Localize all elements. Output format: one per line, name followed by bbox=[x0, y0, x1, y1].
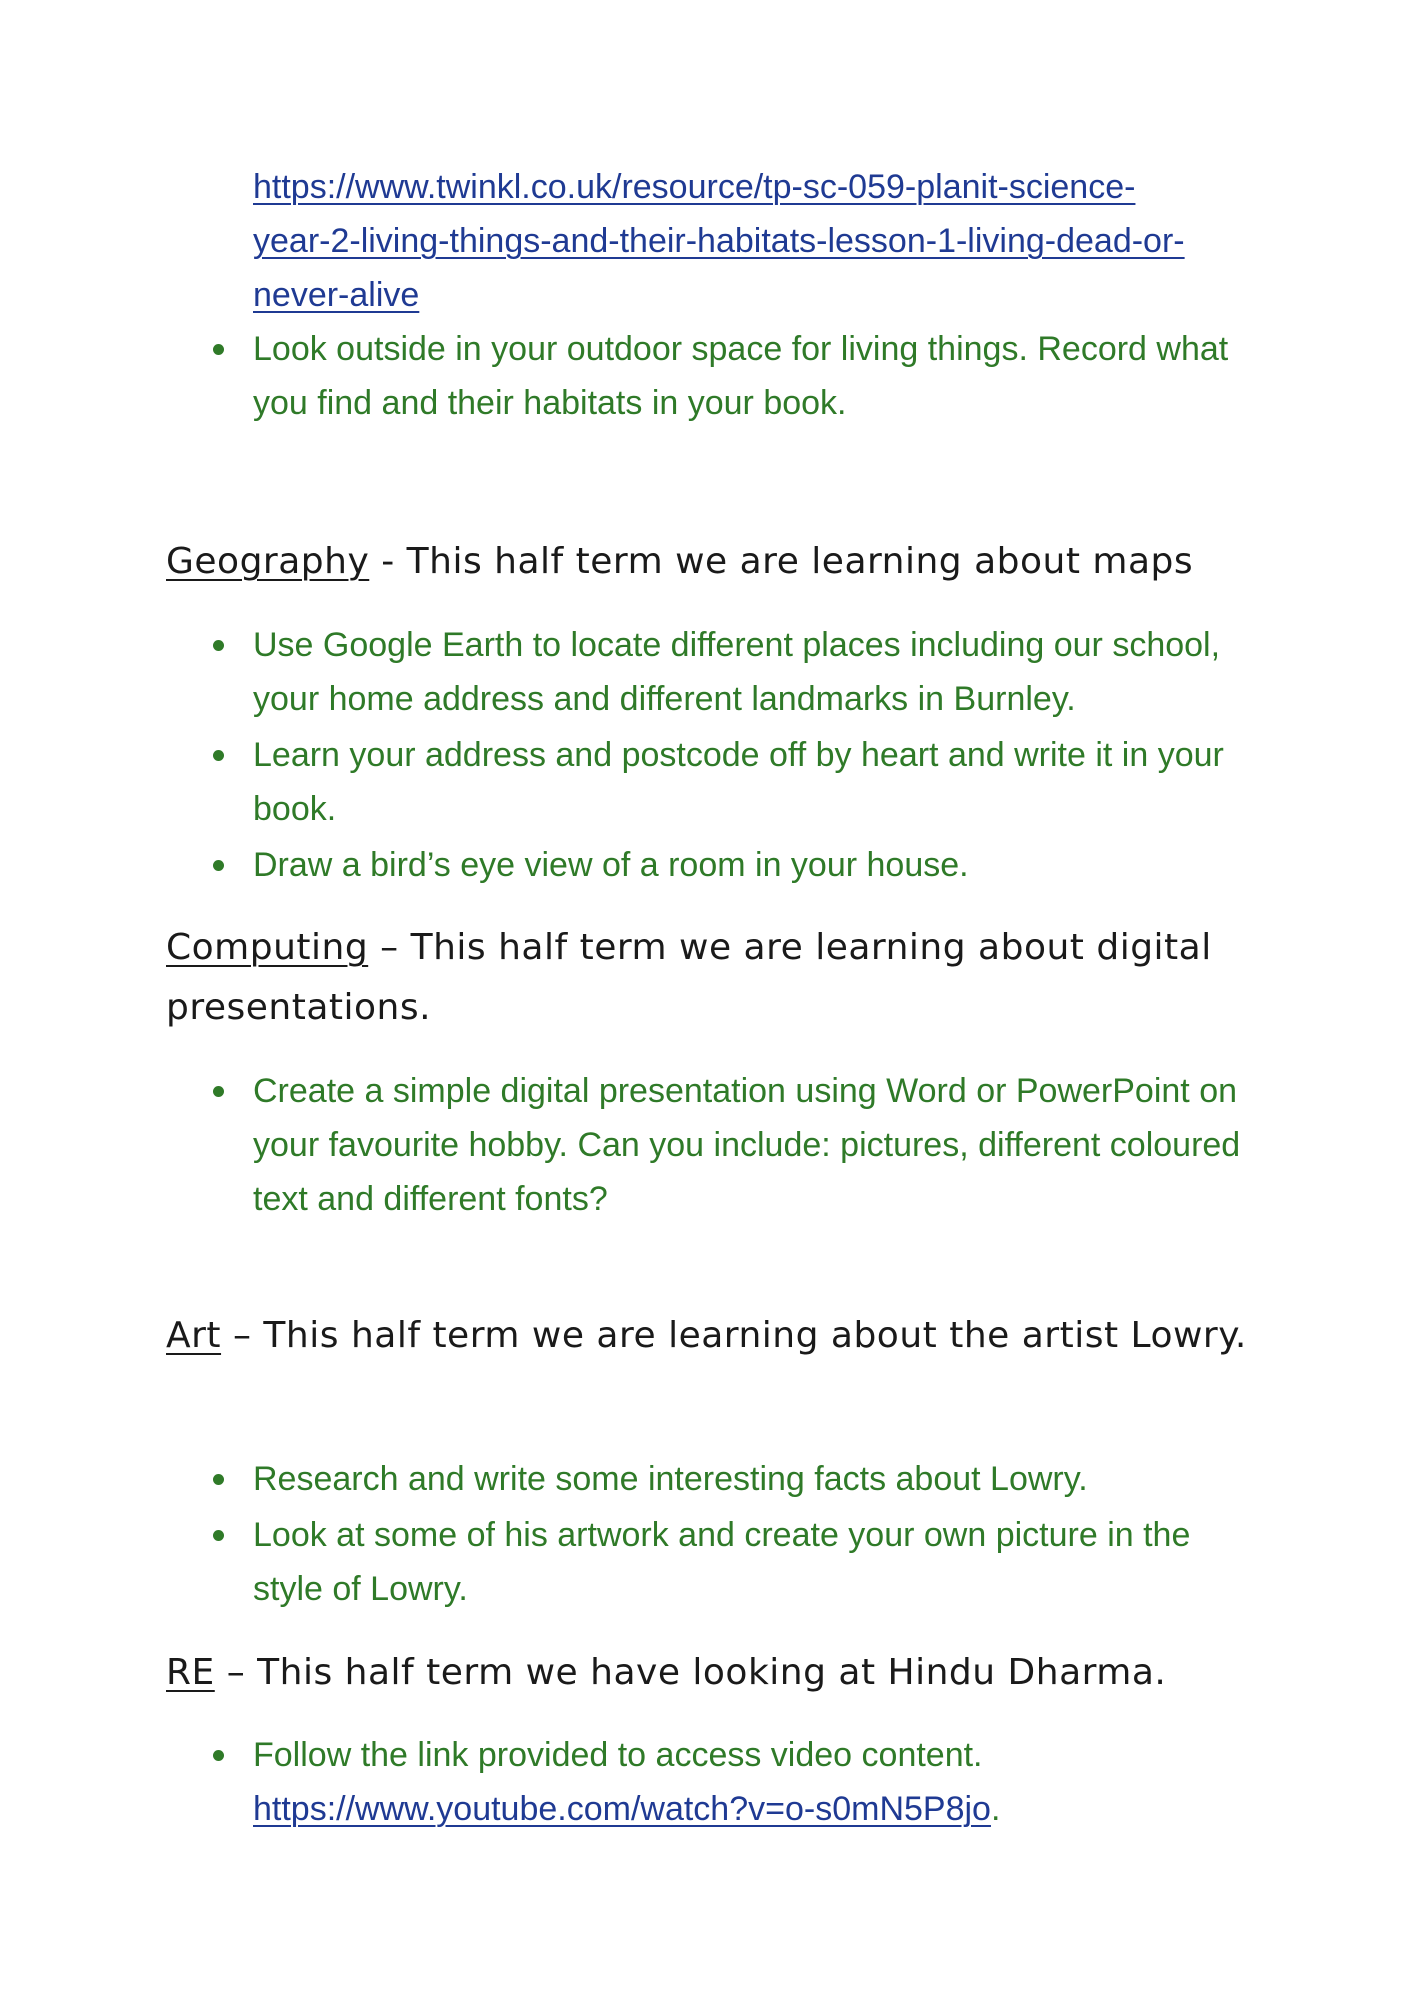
list-item bbox=[253, 1452, 1253, 1506]
list-item bbox=[253, 728, 1253, 836]
twinkl-link-line-3[interactable]: never-alive bbox=[253, 276, 420, 314]
heading-text: – This half term we are learning about digital presentations. bbox=[166, 927, 1212, 1028]
list-item bbox=[253, 838, 1253, 892]
bullet-icon bbox=[213, 344, 224, 355]
bullet-text: Create a simple digital presentation using Word or PowerPoint on your favourite hobby. Can you include: pictures, different coloured text and different fonts? bbox=[253, 1072, 1241, 1218]
bullet-text: Look at some of his artwork and create your own picture in the style of Lowry. bbox=[253, 1516, 1191, 1608]
bullet-icon bbox=[213, 1530, 224, 1541]
list-item bbox=[253, 1508, 1253, 1616]
bullet-text: Follow the link provided to access video content. bbox=[253, 1736, 983, 1774]
bullet-icon bbox=[213, 1086, 224, 1097]
youtube-link[interactable]: https://www.youtube.com/watch?v=o-s0mN5P8jo bbox=[253, 1790, 991, 1828]
science-continuation bbox=[253, 160, 1253, 430]
link-suffix: . bbox=[990, 1790, 1001, 1828]
twinkl-link-line-2[interactable]: year-2-living-things-and-their-habitats-lesson-1-living-dead-or- bbox=[253, 222, 1185, 260]
bullet-text: Draw a bird’s eye view of a room in your house. bbox=[253, 846, 969, 884]
list-item bbox=[253, 322, 1253, 430]
bullet-text: Use Google Earth to locate different places including our school, your home address and different landmarks in Burnley. bbox=[253, 626, 1221, 718]
subject-title: Geography bbox=[166, 541, 370, 582]
computing-heading bbox=[166, 918, 1276, 1038]
list-item bbox=[253, 1064, 1253, 1226]
bullet-icon bbox=[213, 860, 224, 871]
re-bullet-list bbox=[253, 1728, 1253, 1836]
list-item bbox=[253, 618, 1253, 726]
subject-title: Computing bbox=[166, 927, 369, 968]
subject-title: Art bbox=[166, 1315, 222, 1356]
bullet-text: Learn your address and postcode off by heart and write it in your book. bbox=[253, 736, 1224, 828]
bullet-icon bbox=[213, 640, 224, 651]
twinkl-link-line-1[interactable]: https://www.twinkl.co.uk/resource/tp-sc-059-planit-science- bbox=[253, 168, 1136, 206]
heading-text: – This half term we are learning about the artist Lowry. bbox=[221, 1315, 1247, 1356]
art-bullet-list bbox=[253, 1452, 1253, 1616]
heading-text: - This half term we are learning about maps bbox=[369, 541, 1194, 582]
bullet-icon bbox=[213, 1750, 224, 1761]
subject-title: RE bbox=[166, 1652, 215, 1693]
bullet-text: Research and write some interesting facts about Lowry. bbox=[253, 1460, 1088, 1498]
bullet-icon bbox=[213, 1474, 224, 1485]
geography-heading bbox=[166, 532, 1276, 592]
re-heading bbox=[166, 1643, 1276, 1703]
bullet-text: Look outside in your outdoor space for living things. Record what you find and their habitats in your book. bbox=[253, 330, 1229, 422]
list-item bbox=[253, 1728, 1253, 1836]
heading-text: – This half term we have looking at Hindu Dharma. bbox=[214, 1652, 1167, 1693]
science-bullet-list bbox=[253, 322, 1253, 430]
art-heading bbox=[166, 1306, 1276, 1366]
geography-bullet-list bbox=[253, 618, 1253, 892]
bullet-icon bbox=[213, 750, 224, 761]
computing-bullet-list bbox=[253, 1064, 1253, 1226]
